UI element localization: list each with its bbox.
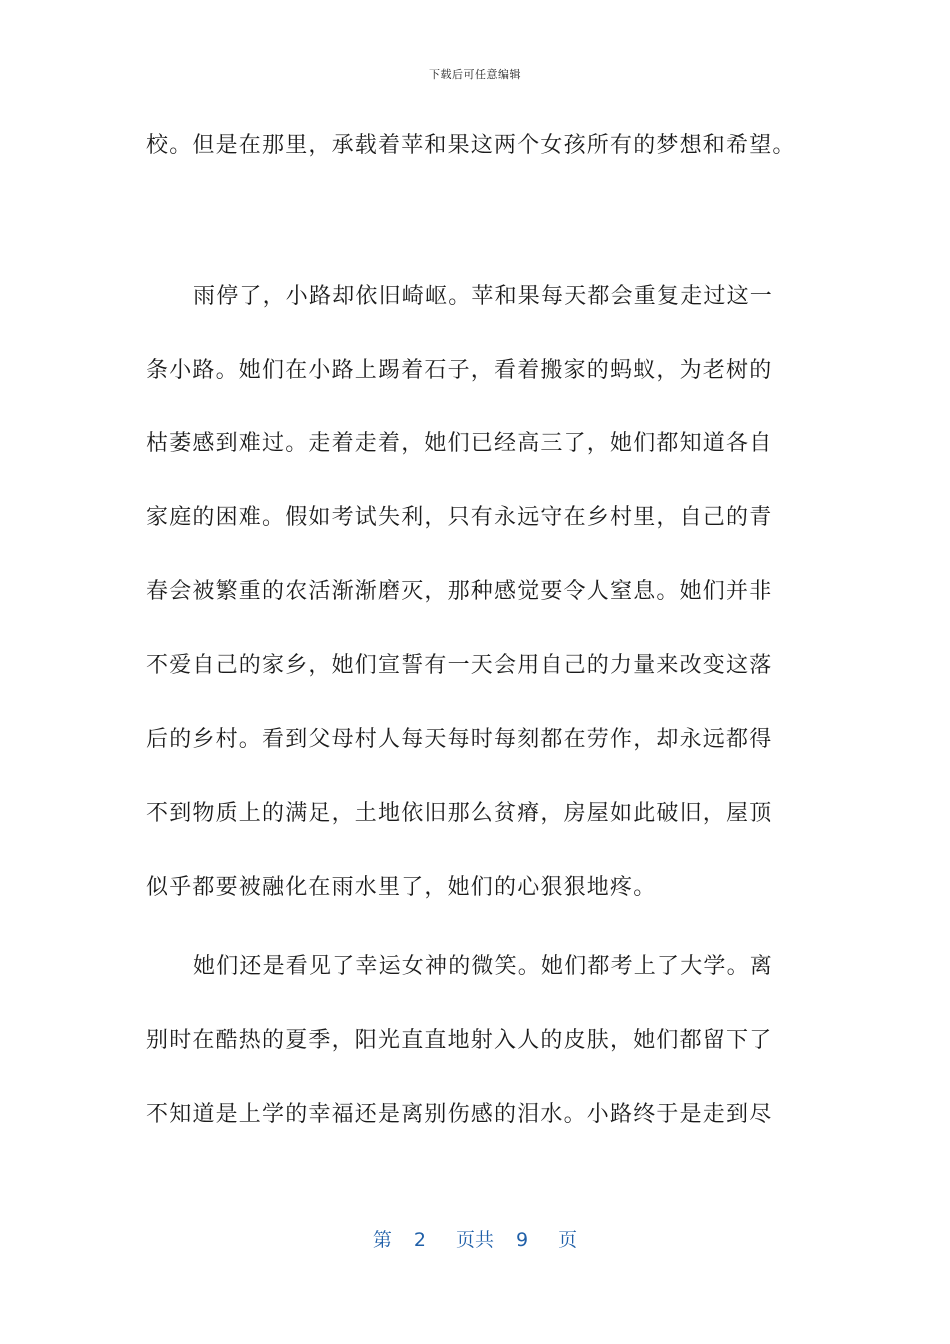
page-footer bbox=[0, 1225, 950, 1252]
body-line: 后的乡村。看到父母村人每天每时每刻都在劳作，却永远都得 bbox=[146, 727, 773, 752]
body-line: 别时在酷热的夏季，阳光直直地射入人的皮肤，她们都留下了 bbox=[146, 1028, 773, 1053]
body-line: 家庭的困难。假如考试失利，只有永远守在乡村里，自己的青 bbox=[146, 505, 773, 530]
body-line: 校。但是在那里，承载着苹和果这两个女孩所有的梦想和希望。 bbox=[146, 133, 796, 158]
body-line: 不到物质上的满足，土地依旧那么贫瘠，房屋如此破旧，屋顶 bbox=[146, 801, 773, 826]
page-header: 下载后可任意编辑 bbox=[429, 68, 521, 81]
body-line: 条小路。她们在小路上踢着石子，看着搬家的蚂蚁，为老树的 bbox=[146, 358, 773, 383]
paragraph-first-line: 雨停了，小路却依旧崎岖。苹和果每天都会重复走过这一 bbox=[193, 284, 774, 309]
body-line: 似乎都要被融化在雨水里了，她们的心狠狠地疼。 bbox=[146, 875, 657, 900]
body-line: 枯萎感到难过。走着走着，她们已经高三了，她们都知道各自 bbox=[146, 431, 773, 456]
body-line: 不知道是上学的幸福还是离别伤感的泪水。小路终于是走到尽 bbox=[146, 1102, 773, 1127]
footer-page-number: 2 bbox=[413, 1229, 426, 1251]
body-line: 不爱自己的家乡，她们宣誓有一天会用自己的力量来改变这落 bbox=[146, 653, 773, 678]
footer-suffix: 页 bbox=[558, 1229, 578, 1251]
footer-middle: 页共 bbox=[455, 1229, 494, 1251]
footer-prefix: 第 bbox=[372, 1229, 392, 1251]
footer-total-pages: 9 bbox=[516, 1229, 529, 1251]
paragraph-first-line: 她们还是看见了幸运女神的微笑。她们都考上了大学。离 bbox=[193, 954, 774, 979]
body-line: 春会被繁重的农活渐渐磨灭，那种感觉要令人窒息。她们并非 bbox=[146, 579, 773, 604]
